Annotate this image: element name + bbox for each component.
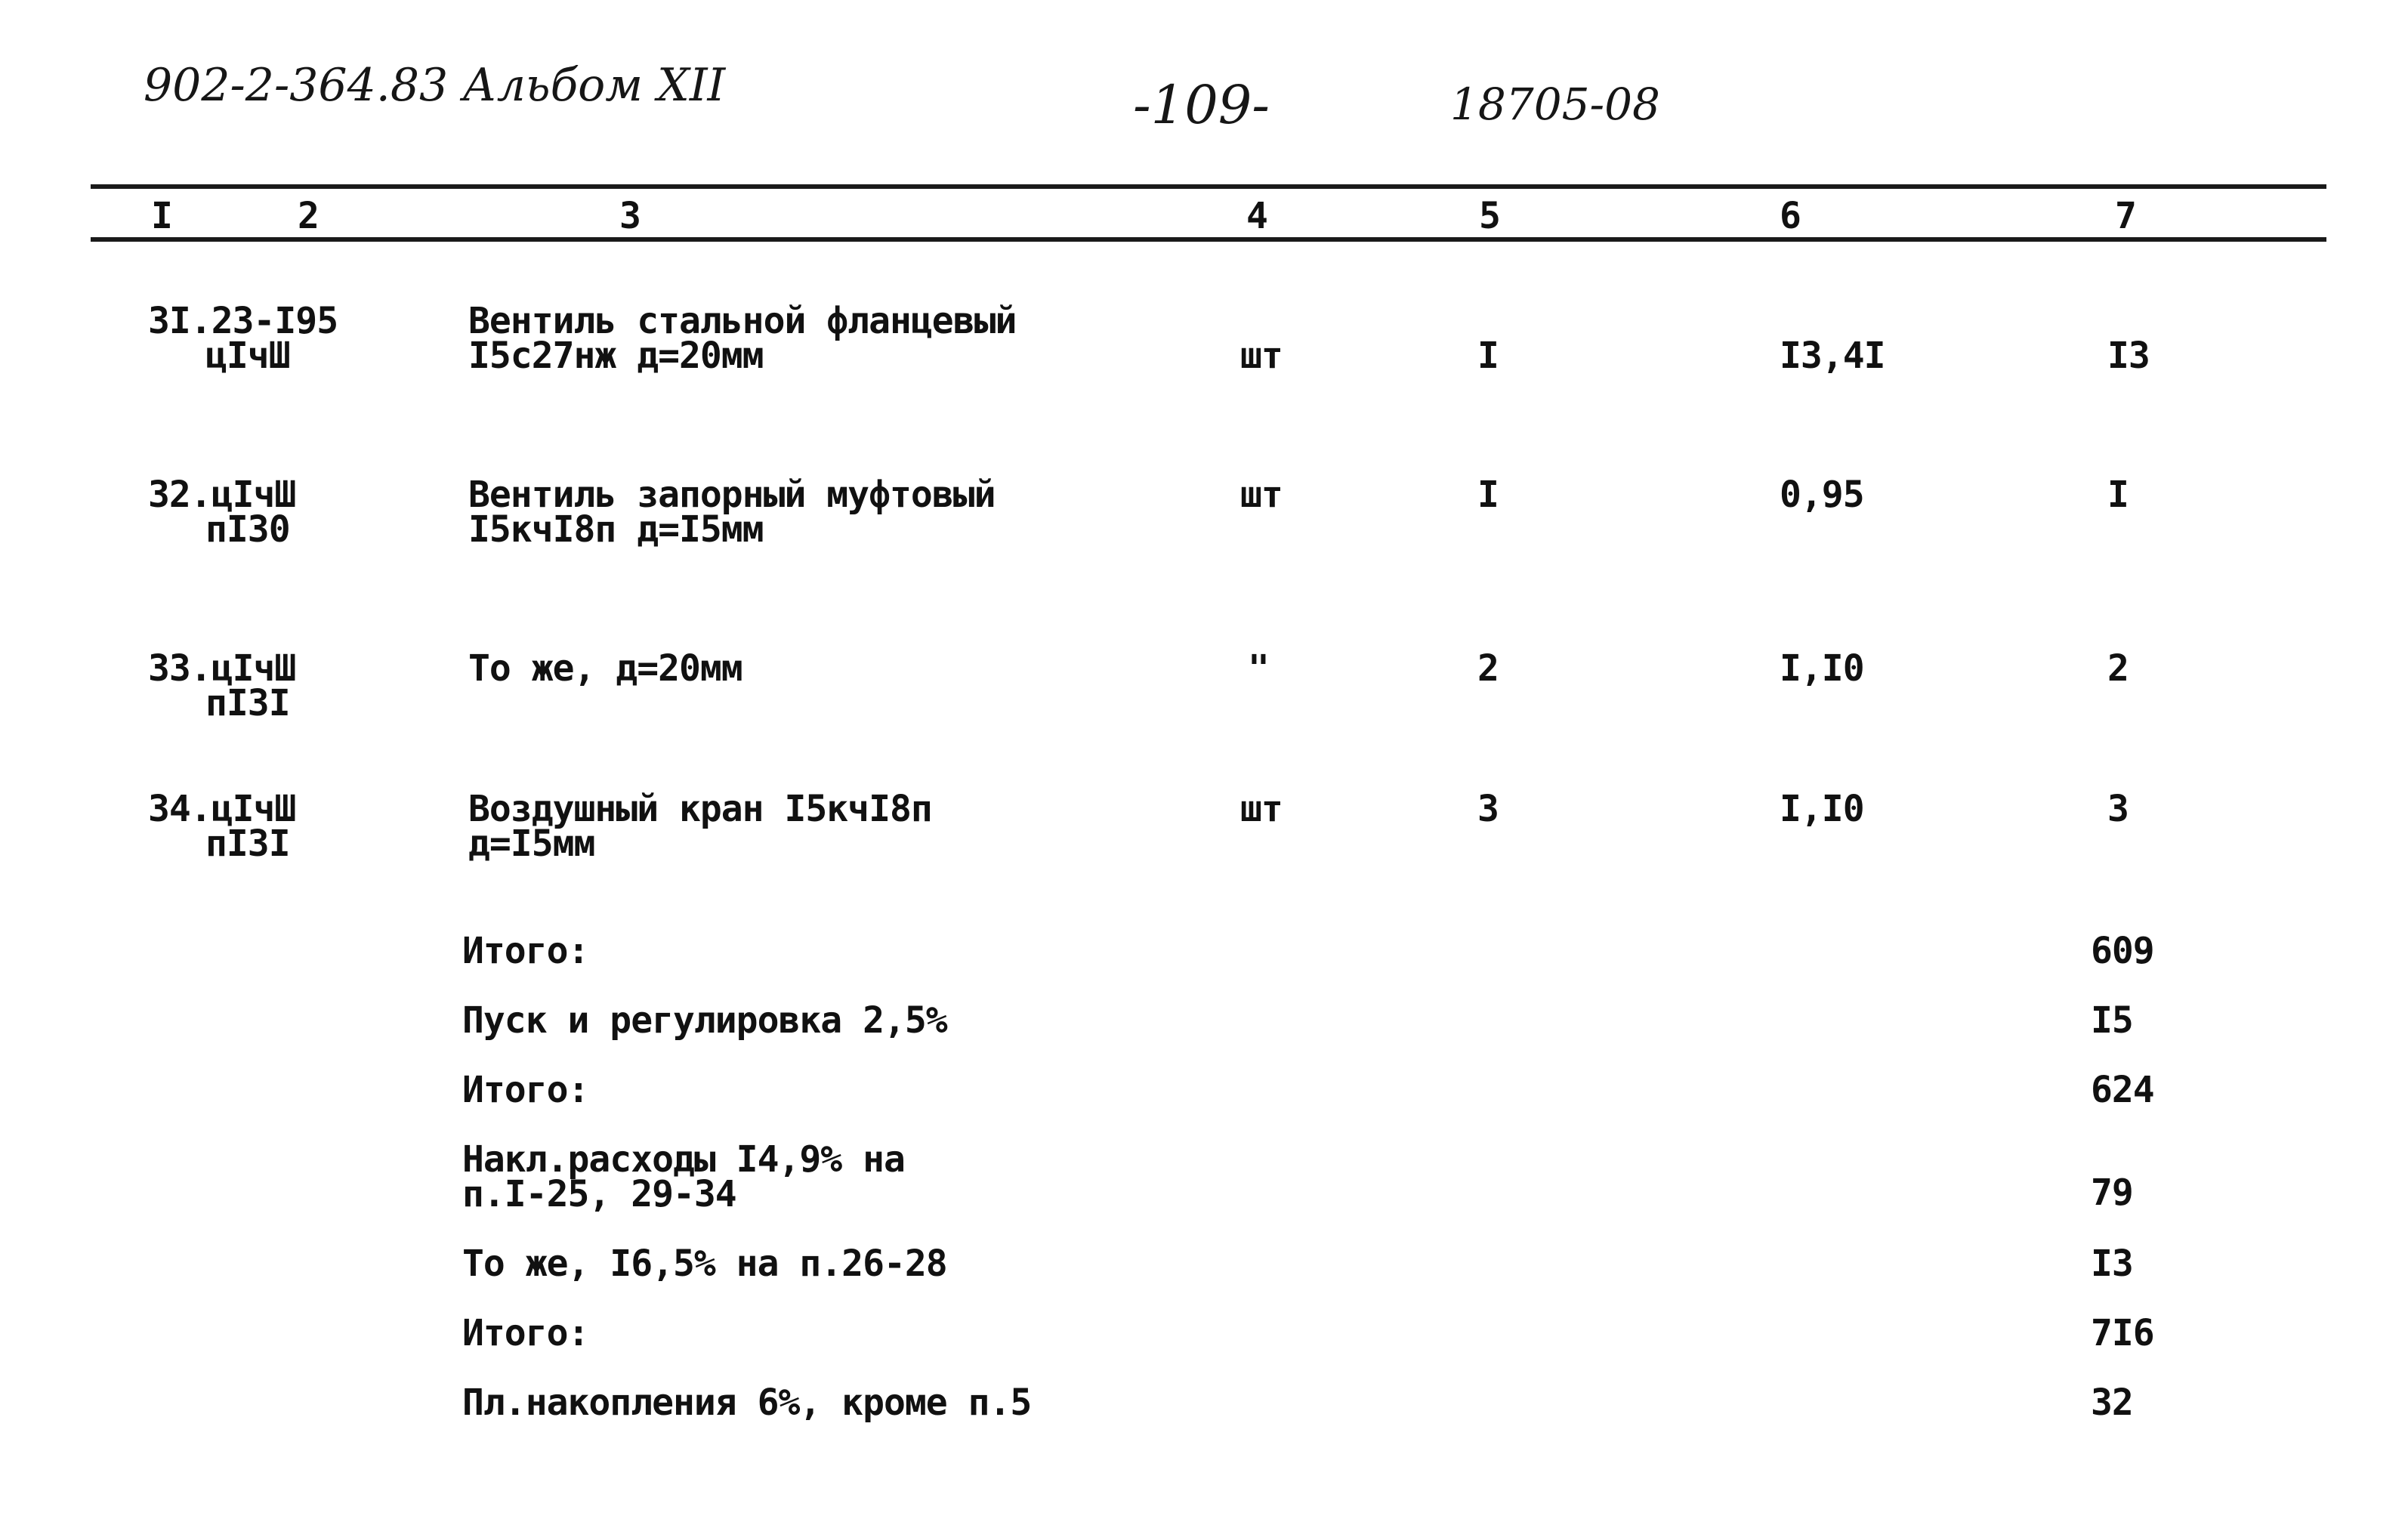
- col-header-2: 2: [298, 195, 320, 237]
- table-row-price: I3,4I: [1780, 335, 1885, 377]
- table-row-name: Вентиль запорный муфтовый I5кчI8п д=I5мм: [468, 474, 996, 551]
- summary-label: Пл.накопления 6%, кроме п.5: [462, 1382, 1032, 1424]
- page-number: -109-: [1133, 74, 1270, 136]
- summary-value: I5: [2091, 999, 2133, 1042]
- table-row-qty: 2: [1477, 647, 1499, 690]
- summary-value: 609: [2091, 930, 2154, 972]
- document-number: 18705-08: [1450, 79, 1660, 130]
- summary-label: Итого:: [462, 1069, 589, 1111]
- summary-label: То же, I6,5% на п.26-28: [462, 1243, 947, 1285]
- table-row-code: 33.цIчШ пI3I: [148, 647, 296, 724]
- table-row-unit: шт: [1240, 474, 1283, 516]
- table-row-qty: I: [1477, 335, 1499, 377]
- table-row-unit: шт: [1240, 335, 1283, 377]
- table-header-bottom-rule: [91, 237, 2326, 242]
- table-row-total: I: [2107, 474, 2129, 516]
- summary-value: I3: [2091, 1243, 2133, 1285]
- col-header-1: I: [151, 195, 173, 237]
- summary-label: Итого:: [462, 930, 589, 972]
- col-header-7: 7: [2115, 195, 2137, 237]
- document-code: 902-2-364.83 Альбом XII: [144, 59, 726, 112]
- table-row-name: То же, д=20мм: [468, 647, 742, 690]
- summary-label: Итого:: [462, 1312, 589, 1354]
- summary-label: Накл.расходы I4,9% на п.I-25, 29-34: [462, 1138, 905, 1215]
- table-row-unit: шт: [1240, 788, 1283, 830]
- table-row-price: I,I0: [1780, 788, 1864, 830]
- col-header-3: 3: [619, 195, 641, 237]
- table-row-qty: 3: [1477, 788, 1499, 830]
- summary-value: 624: [2091, 1069, 2154, 1111]
- table-row-name: Вентиль стальной фланцевый I5с27нж д=20мм: [468, 300, 1017, 377]
- table-row-qty: I: [1477, 474, 1499, 516]
- table-row-price: I,I0: [1780, 647, 1864, 690]
- table-row-name: Воздушный кран I5кчI8п д=I5мм: [468, 788, 932, 865]
- summary-value: 32: [2091, 1382, 2133, 1424]
- table-row-unit: ": [1248, 647, 1269, 690]
- col-header-4: 4: [1246, 195, 1268, 237]
- col-header-6: 6: [1780, 195, 1801, 237]
- summary-value: 7I6: [2091, 1312, 2154, 1354]
- table-row-code: 34.цIчШ пI3I: [148, 788, 296, 865]
- summary-value: 79: [2091, 1172, 2133, 1214]
- table-row-price: 0,95: [1780, 474, 1864, 516]
- table-top-rule: [91, 184, 2326, 189]
- summary-label: Пуск и регулировка 2,5%: [462, 999, 947, 1042]
- table-row-code: 3I.23-I95 цIчШ: [148, 300, 338, 377]
- table-row-total: 2: [2107, 647, 2129, 690]
- table-row-total: I3: [2107, 335, 2150, 377]
- col-header-5: 5: [1479, 195, 1501, 237]
- table-row-total: 3: [2107, 788, 2129, 830]
- table-row-code: 32.цIчШ пI30: [148, 474, 296, 551]
